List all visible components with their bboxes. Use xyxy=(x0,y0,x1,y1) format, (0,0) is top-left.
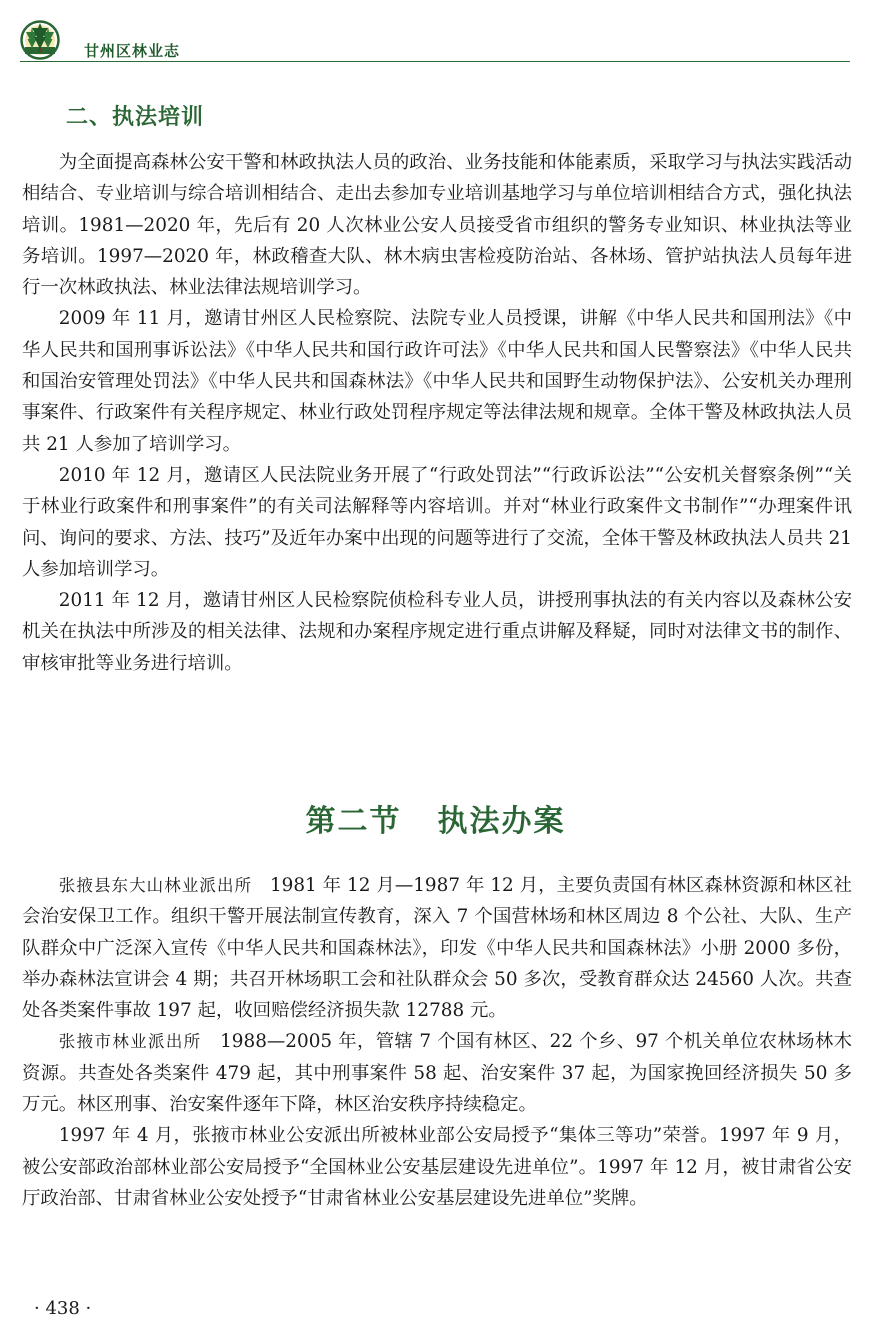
entry-paragraph xyxy=(22,1026,852,1120)
paragraph: 1997 年 4 月，张掖市林业公安派出所被林业部公安局授予“集体三等功”荣誉。1997 年 9 月，被公安部政治部林业部公安局授予“全国林业公安基层建设先进单位”。1997 年 12 月，被甘肃省公安厅政治部、甘肃省林业公安处授予“甘肃省林业公安基层建设先进单位”奖牌。 xyxy=(22,1125,852,1209)
chapter-name: 执法办案 xyxy=(437,804,566,839)
page-header xyxy=(20,20,850,64)
paragraph: 2010 年 12 月，邀请区人民法院业务开展了“行政处罚法”“行政诉讼法”“公安机关督察条例”“关于林业行政案件和刑事案件”的有关司法解释等内容培训。并对“林业行政案件文书制作”“办理案件讯问、询问的要求、方法、技巧”及近年办案中出现的问题等进行了交流，全体干警及林政执法人员共 21 人参加培训学习。 xyxy=(22,464,852,580)
paragraph: 为全面提高森林公安干警和林政执法人员的政治、业务技能和体能素质，采取学习与执法实践活动相结合、专业培训与综合培训相结合、走出去参加专业培训基地学习与单位培训相结合方式，强化执法培训。1981—2020 年，先后有 20 人次林业公安人员接受省市组织的警务专业知识、林业执法等业务培训。1997—2020 年，林政稽查大队、林木病虫害检疫防治站、各林场、管护站执法人员每年进行一次林政执法、林业法律法规培训学习。 xyxy=(22,152,852,299)
entry-body: 1981 年 12 月—1987 年 12 月，主要负责国有林区森林资源和林区社会治安保卫工作。组织干警开展法制宣传教育，深入 7 个国营林场和林区周边 8 个公社、大队、生产队群众中广泛深入宣传《中华人民共和国森林法》，印发《中华人民共和国森林法》小册 2000 多份，举办森林法宣讲会 4 期；共召开林场职工会和社队群众会 50 多次，受教育群众达 24560 人次。共查处各类案件事故 197 起，收回赔偿经济损失款 12788 元。 xyxy=(22,875,853,1022)
entry-lead: 张掖县东大山林业派出所 xyxy=(58,876,253,895)
entry-body: 1988—2005 年，管辖 7 个国有林区、22 个乡、97 个机关单位农林场林木资源。共查处各类案件 479 起，其中刑事案件 58 起、治安案件 37 起，为国家挽回经济损失 50 多万元。林区刑事、治安案件逐年下降，林区治安秩序持续稳定。 xyxy=(22,1031,853,1116)
paragraph: 2009 年 11 月，邀请甘州区人民检察院、法院专业人员授课，讲解《中华人民共和国刑法》《中华人民共和国刑事诉讼法》《中华人民共和国行政许可法》《中华人民共和国人民警察法》《中华人民共和国治安管理处罚法》《中华人民共和国森林法》《中华人民共和国野生动物保护法》、公安机关办理刑事案件、行政案件有关程序规定、林业行政处罚程序规定等法律法规和规章。全体干警及林政执法人员共 21 人参加了培训学习。 xyxy=(22,308,852,455)
page-number: · 438 · xyxy=(34,1298,92,1319)
entry-lead: 张掖市林业派出所 xyxy=(58,1032,202,1052)
section1-body xyxy=(22,147,852,679)
section-heading: 二、执法培训 xyxy=(66,105,205,130)
forest-logo-icon xyxy=(20,20,60,60)
paragraph: 2011 年 12 月，邀请甘州区人民检察院侦检科专业人员，讲授刑事执法的有关内容以及森林公安机关在执法中所涉及的相关法律、法规和办案程序规定进行重点讲解及释疑，同时对法律文书的制作、审核审批等业务进行培训。 xyxy=(22,590,852,674)
chapter-title xyxy=(0,796,871,840)
chapter-number: 第二节 xyxy=(305,804,402,839)
book-title: 甘州区林业志 xyxy=(84,42,181,60)
entry-paragraph xyxy=(22,870,852,1026)
section2-body xyxy=(22,870,852,1214)
header-divider xyxy=(20,61,850,62)
